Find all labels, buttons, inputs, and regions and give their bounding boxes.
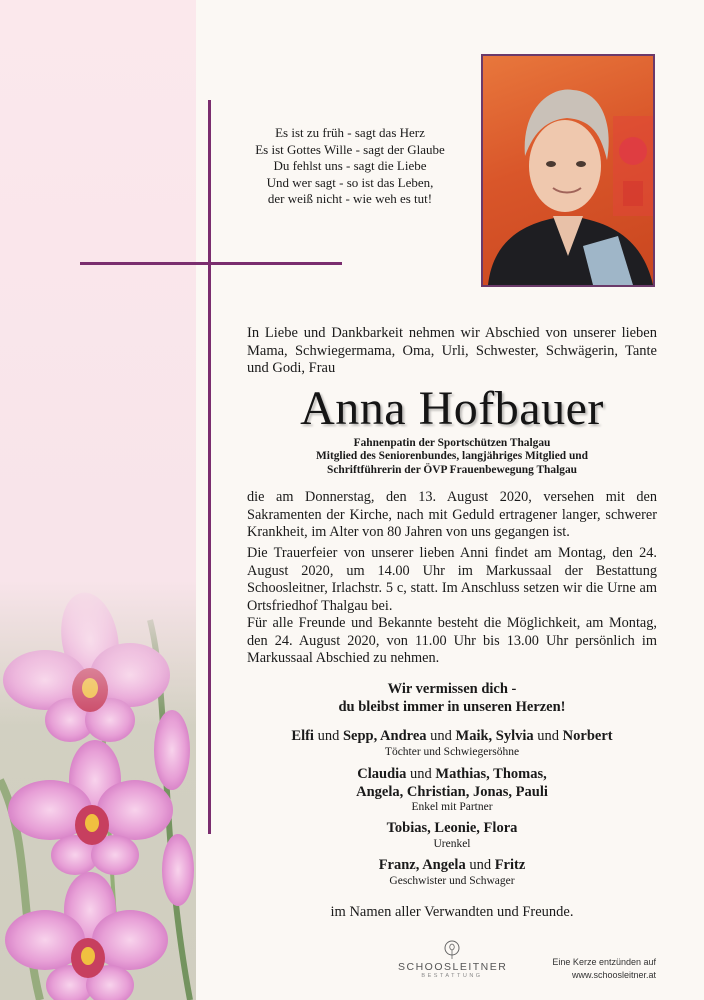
cross-horizontal-bar [80, 262, 342, 265]
role-line: Schriftführerin der ÖVP Frauenbewegung Thalgau [327, 463, 577, 476]
left-decor-panel [0, 0, 196, 1000]
poem-line: der weiß nicht - wie weh es tut! [267, 191, 433, 207]
orchid-flowers-image [0, 580, 196, 1000]
family-relation: Urenkel [433, 837, 471, 850]
cross-vertical-bar [208, 100, 211, 834]
family-name: Angela, Christian, Jonas, Pauli [356, 783, 548, 800]
poem [225, 125, 475, 208]
farewell-paragraph: Für alle Freunde und Bekannte besteht die Möglichkeit, am Montag, den 24. August 2020, von 11.00 Uhr bis 13.00 Uhr persönlich im Markussaal Abschied zu nehmen. [247, 615, 657, 667]
role-line: Mitglied des Seniorenbundes, langjähriges Mitglied und [316, 450, 588, 463]
conjunction: und [426, 728, 456, 744]
logo-name: SCHOOSLEITNER [398, 961, 508, 973]
poem-line: Es ist zu früh - sagt das Herz [275, 125, 425, 140]
family-name: Norbert [562, 728, 613, 744]
family-name: Maik, Sylvia [455, 728, 534, 744]
motto [247, 680, 657, 716]
portrait-photo [481, 54, 655, 287]
candle-notice [530, 956, 656, 981]
family-name: Fritz [494, 857, 526, 873]
poem-line: Und wer sagt - so ist das Leben, [266, 174, 434, 190]
funeral-home-logo [398, 940, 506, 979]
role-line: Fahnenpatin der Sportschützen Thalgau [353, 437, 551, 449]
roles [247, 437, 657, 477]
family-relation: Geschwister und Schwager [389, 874, 515, 887]
poem-line: Es ist Gottes Wille - sagt der Glaube [255, 141, 445, 157]
conjunction: und [406, 766, 436, 782]
family-name: Sepp, Andrea [342, 728, 427, 744]
family-group-grandchildren [247, 766, 657, 814]
logo-subtitle: BESTATTUNG [421, 973, 483, 979]
motto-line: Wir vermissen dich - [387, 681, 517, 697]
family-name: Franz, Angela [378, 857, 466, 873]
death-notice-paragraph: die am Donnerstag, den 13. August 2020, versehen mit den Sakramenten der Kirche, nach mit Geduld ertragener langer, schwerer Krankheit, im Alter von 80 Jahren von uns gegangen ist. [247, 489, 657, 541]
family-group-children [247, 728, 657, 759]
conjunction: und [465, 857, 495, 873]
closing-text: im Namen aller Verwandten und Freunde. [330, 904, 574, 920]
family-relation: Töchter und Schwiegersöhne [384, 745, 520, 758]
family-name: Claudia [357, 766, 407, 782]
family-relation: Enkel mit Partner [411, 801, 493, 813]
funeral-paragraph: Die Trauerfeier von unserer lieben Anni findet am Montag, den 24. August 2020, um 14.00 Uhr im Markussaal der Bestattung Schoosleitner, Irlachstr. 5 c, statt. Im Anschluss setzen wir die Urne am Ortsfriedhof Thalgau bei. [247, 545, 657, 614]
poem-line: Du fehlst uns - sagt die Liebe [273, 158, 427, 174]
rose-icon [443, 940, 461, 960]
family-name: Tobias, Leonie, Flora [386, 820, 518, 836]
intro-text: In Liebe und Dankbarkeit nehmen wir Abschied von unserer lieben Mama, Schwiegermama, Oma, Urli, Schwester, Schwägerin, Tante und Godi, Frau [247, 325, 657, 377]
family-group-great-grandchildren [247, 820, 657, 851]
deceased-name: Anna Hofbauer [300, 382, 604, 435]
candle-text: Eine Kerze entzünden auf [552, 957, 656, 967]
family-name: Elfi [291, 728, 314, 744]
family-group-siblings [247, 857, 657, 888]
website-link[interactable]: www.schoosleitner.at [571, 969, 656, 980]
conjunction: und [313, 728, 343, 744]
motto-line: du bleibst immer in unseren Herzen! [338, 699, 566, 715]
family-name: Mathias, Thomas, [435, 766, 547, 782]
conjunction: und [533, 728, 563, 744]
